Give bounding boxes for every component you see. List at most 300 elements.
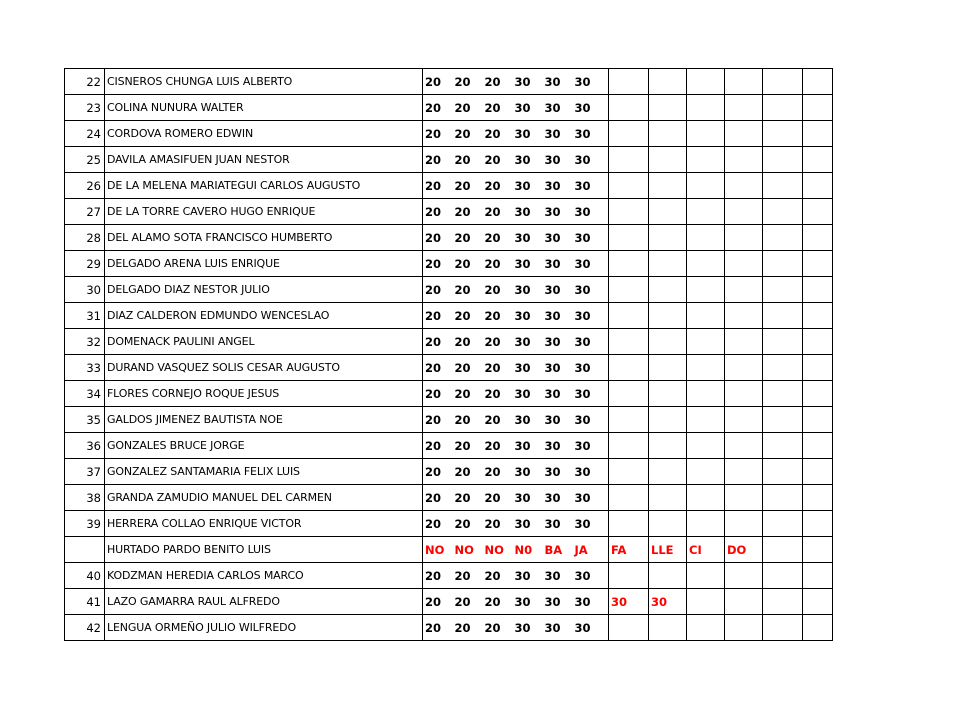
score-cell (725, 251, 763, 277)
score-cell: 20 (423, 355, 453, 381)
table-row (65, 95, 833, 121)
score-cell (763, 485, 803, 511)
score-cell: 30 (513, 199, 543, 225)
score-cell: 20 (483, 277, 513, 303)
score-cell (609, 485, 649, 511)
score-cell: 30 (543, 485, 573, 511)
score-cell: 30 (543, 95, 573, 121)
score-cell: 30 (649, 589, 687, 615)
score-cell (763, 95, 803, 121)
row-number-cell: 26 (65, 173, 105, 199)
score-cell (725, 459, 763, 485)
score-cell: 30 (513, 303, 543, 329)
score-cell (609, 407, 649, 433)
score-cell (687, 589, 725, 615)
score-cell: 30 (573, 69, 609, 95)
score-cell: 20 (453, 95, 483, 121)
score-cell: 30 (513, 485, 543, 511)
row-number-cell: 33 (65, 355, 105, 381)
table-row (65, 511, 833, 537)
score-cell: 30 (573, 511, 609, 537)
score-cell (725, 95, 763, 121)
row-number-cell: 23 (65, 95, 105, 121)
table-body (65, 69, 833, 641)
score-cell (649, 511, 687, 537)
score-cell (763, 407, 803, 433)
score-cell: LLE (649, 537, 687, 563)
score-cell (725, 355, 763, 381)
score-cell: 30 (573, 95, 609, 121)
score-cell (763, 589, 803, 615)
score-cell: 20 (483, 407, 513, 433)
score-cell: 30 (573, 121, 609, 147)
score-cell: 20 (423, 225, 453, 251)
score-cell: 20 (483, 147, 513, 173)
score-cell (649, 303, 687, 329)
score-cell: 20 (483, 173, 513, 199)
score-cell: FA (609, 537, 649, 563)
score-cell: 20 (423, 407, 453, 433)
score-cell: 20 (453, 277, 483, 303)
score-cell: 20 (483, 69, 513, 95)
score-cell (687, 225, 725, 251)
score-cell: 20 (483, 459, 513, 485)
score-cell (803, 433, 833, 459)
score-cell: 30 (543, 329, 573, 355)
score-cell: 20 (453, 251, 483, 277)
score-cell (649, 355, 687, 381)
score-cell (803, 537, 833, 563)
score-cell (803, 407, 833, 433)
student-name-cell: DELGADO ARENA LUIS ENRIQUE (105, 251, 423, 277)
score-cell (609, 433, 649, 459)
score-cell: 20 (483, 225, 513, 251)
table-row (65, 537, 833, 563)
score-cell: 20 (453, 511, 483, 537)
score-cell (803, 303, 833, 329)
score-cell (763, 459, 803, 485)
score-cell: 30 (543, 563, 573, 589)
score-cell: 20 (453, 329, 483, 355)
score-cell: 30 (573, 589, 609, 615)
row-number-cell: 40 (65, 563, 105, 589)
score-cell (725, 303, 763, 329)
score-cell (803, 485, 833, 511)
score-cell (803, 225, 833, 251)
score-cell: 20 (423, 485, 453, 511)
score-cell: NO (453, 537, 483, 563)
score-cell: 20 (423, 173, 453, 199)
score-cell: 20 (453, 589, 483, 615)
row-number-cell: 31 (65, 303, 105, 329)
table-row (65, 121, 833, 147)
score-cell (609, 147, 649, 173)
score-cell (725, 615, 763, 641)
row-number-cell: 37 (65, 459, 105, 485)
score-cell (609, 251, 649, 277)
score-cell (803, 589, 833, 615)
score-cell (803, 199, 833, 225)
score-cell (763, 251, 803, 277)
score-cell: DO (725, 537, 763, 563)
score-cell (725, 69, 763, 95)
score-cell (725, 199, 763, 225)
score-cell (687, 511, 725, 537)
score-cell: 20 (453, 355, 483, 381)
score-cell: 30 (573, 277, 609, 303)
student-name-cell: FLORES CORNEJO ROQUE JESUS (105, 381, 423, 407)
table-row (65, 563, 833, 589)
score-cell (687, 173, 725, 199)
score-cell (763, 355, 803, 381)
score-cell: 30 (543, 459, 573, 485)
score-cell: 30 (573, 303, 609, 329)
score-cell (725, 225, 763, 251)
score-cell (649, 147, 687, 173)
score-cell (803, 511, 833, 537)
score-cell: 30 (573, 407, 609, 433)
table-row (65, 589, 833, 615)
student-name-cell: KODZMAN HEREDIA CARLOS MARCO (105, 563, 423, 589)
score-cell: 20 (483, 303, 513, 329)
score-cell (763, 303, 803, 329)
score-cell: 30 (513, 511, 543, 537)
student-name-cell: CISNEROS CHUNGA LUIS ALBERTO (105, 69, 423, 95)
score-cell: 20 (423, 147, 453, 173)
score-cell: 30 (513, 329, 543, 355)
score-cell: 30 (513, 121, 543, 147)
score-cell (687, 485, 725, 511)
table-row (65, 381, 833, 407)
score-cell: 30 (573, 381, 609, 407)
score-cell (725, 381, 763, 407)
student-name-cell: CORDOVA ROMERO EDWIN (105, 121, 423, 147)
score-cell (803, 355, 833, 381)
score-cell (609, 277, 649, 303)
score-cell: 20 (453, 173, 483, 199)
score-cell: NO (483, 537, 513, 563)
score-cell (687, 199, 725, 225)
score-cell: 30 (543, 199, 573, 225)
score-cell (725, 173, 763, 199)
score-cell (649, 381, 687, 407)
row-number-cell: 32 (65, 329, 105, 355)
score-cell: 30 (573, 147, 609, 173)
score-cell (725, 329, 763, 355)
score-cell (803, 121, 833, 147)
student-name-cell: DAVILA AMASIFUEN JUAN NESTOR (105, 147, 423, 173)
score-cell: 20 (453, 459, 483, 485)
table-row (65, 173, 833, 199)
score-cell (649, 459, 687, 485)
score-cell (763, 433, 803, 459)
score-cell: 20 (423, 199, 453, 225)
score-cell: 30 (543, 147, 573, 173)
score-cell: 20 (483, 511, 513, 537)
score-cell: 30 (573, 173, 609, 199)
score-cell: 30 (513, 251, 543, 277)
score-cell: 20 (483, 563, 513, 589)
score-cell (763, 511, 803, 537)
score-cell: 30 (573, 615, 609, 641)
table-row (65, 485, 833, 511)
student-name-cell: HURTADO PARDO BENITO LUIS (105, 537, 423, 563)
score-cell: 30 (573, 433, 609, 459)
score-cell (803, 563, 833, 589)
score-cell: 30 (573, 251, 609, 277)
score-cell (687, 563, 725, 589)
score-cell (803, 95, 833, 121)
score-cell (609, 303, 649, 329)
score-cell (725, 433, 763, 459)
score-cell (649, 615, 687, 641)
score-cell: 30 (543, 303, 573, 329)
table-row (65, 459, 833, 485)
score-cell: 30 (513, 381, 543, 407)
student-name-cell: DURAND VASQUEZ SOLIS CESAR AUGUSTO (105, 355, 423, 381)
score-cell: BA (543, 537, 573, 563)
score-cell (763, 615, 803, 641)
score-cell: 20 (453, 303, 483, 329)
score-cell: 20 (423, 121, 453, 147)
score-cell: 20 (423, 381, 453, 407)
student-name-cell: DIAZ CALDERON EDMUNDO WENCESLAO (105, 303, 423, 329)
score-cell (609, 615, 649, 641)
score-cell: 30 (543, 69, 573, 95)
table-row (65, 69, 833, 95)
score-cell (609, 459, 649, 485)
student-name-cell: DELGADO DIAZ NESTOR JULIO (105, 277, 423, 303)
score-cell: 30 (513, 69, 543, 95)
score-cell (763, 381, 803, 407)
score-cell (649, 277, 687, 303)
score-cell: CI (687, 537, 725, 563)
score-cell (763, 537, 803, 563)
score-cell: 20 (453, 69, 483, 95)
score-cell: 30 (513, 589, 543, 615)
score-cell (609, 511, 649, 537)
score-cell: 30 (543, 277, 573, 303)
score-cell (649, 173, 687, 199)
score-cell: 20 (453, 485, 483, 511)
table-row (65, 407, 833, 433)
score-cell: 20 (453, 381, 483, 407)
student-name-cell: DE LA TORRE CAVERO HUGO ENRIQUE (105, 199, 423, 225)
score-cell (609, 381, 649, 407)
score-cell: NO (423, 537, 453, 563)
score-cell: 20 (423, 277, 453, 303)
score-cell: 30 (513, 277, 543, 303)
score-cell (725, 147, 763, 173)
table-row (65, 329, 833, 355)
student-name-cell: DE LA MELENA MARIATEGUI CARLOS AUGUSTO (105, 173, 423, 199)
score-cell: 30 (513, 225, 543, 251)
score-cell: 20 (453, 563, 483, 589)
score-cell (687, 355, 725, 381)
student-name-cell: LENGUA ORMEÑO JULIO WILFREDO (105, 615, 423, 641)
score-cell: 30 (543, 433, 573, 459)
score-cell (609, 355, 649, 381)
score-cell (649, 433, 687, 459)
score-cell (803, 69, 833, 95)
score-cell: 30 (543, 121, 573, 147)
score-cell (609, 121, 649, 147)
score-cell: 20 (423, 459, 453, 485)
score-cell (609, 173, 649, 199)
student-name-cell: COLINA NUNURA WALTER (105, 95, 423, 121)
score-cell (687, 329, 725, 355)
score-cell: 20 (423, 615, 453, 641)
student-name-cell: GRANDA ZAMUDIO MANUEL DEL CARMEN (105, 485, 423, 511)
row-number-cell: 39 (65, 511, 105, 537)
score-cell: 20 (453, 199, 483, 225)
score-cell (763, 147, 803, 173)
score-cell (687, 615, 725, 641)
score-cell (803, 277, 833, 303)
score-cell (687, 381, 725, 407)
score-cell: 20 (423, 251, 453, 277)
table-row (65, 277, 833, 303)
score-cell: 30 (543, 251, 573, 277)
score-cell (725, 277, 763, 303)
score-cell: N0 (513, 537, 543, 563)
student-name-cell: GONZALEZ SANTAMARIA FELIX LUIS (105, 459, 423, 485)
score-cell: 30 (513, 615, 543, 641)
score-cell: 30 (513, 355, 543, 381)
score-cell (649, 563, 687, 589)
score-cell: 20 (483, 251, 513, 277)
score-cell (649, 95, 687, 121)
score-cell: 30 (543, 589, 573, 615)
score-cell (687, 407, 725, 433)
row-number-cell: 25 (65, 147, 105, 173)
score-cell (649, 121, 687, 147)
table-row (65, 615, 833, 641)
score-cell (649, 225, 687, 251)
score-cell (763, 173, 803, 199)
score-cell (609, 199, 649, 225)
score-cell (763, 69, 803, 95)
table-row (65, 199, 833, 225)
row-number-cell: 22 (65, 69, 105, 95)
row-number-cell: 29 (65, 251, 105, 277)
score-cell: 30 (573, 485, 609, 511)
score-cell (763, 563, 803, 589)
score-cell: 20 (483, 121, 513, 147)
score-cell: 30 (609, 589, 649, 615)
score-cell (803, 329, 833, 355)
score-cell: 20 (423, 329, 453, 355)
score-cell (649, 407, 687, 433)
row-number-cell (65, 537, 105, 563)
row-number-cell: 38 (65, 485, 105, 511)
score-cell (725, 407, 763, 433)
table-row (65, 303, 833, 329)
score-cell (803, 381, 833, 407)
score-cell: 30 (543, 615, 573, 641)
score-cell (763, 277, 803, 303)
score-cell (649, 329, 687, 355)
score-cell: 20 (483, 433, 513, 459)
score-cell (687, 251, 725, 277)
score-cell (803, 459, 833, 485)
score-cell (803, 615, 833, 641)
student-name-cell: HERRERA COLLAO ENRIQUE VICTOR (105, 511, 423, 537)
score-cell: 30 (573, 563, 609, 589)
score-cell: 20 (483, 329, 513, 355)
score-cell: 20 (453, 433, 483, 459)
score-cell: 20 (453, 615, 483, 641)
row-number-cell: 41 (65, 589, 105, 615)
score-cell (725, 511, 763, 537)
student-name-cell: GALDOS JIMENEZ BAUTISTA NOE (105, 407, 423, 433)
score-cell: 20 (483, 485, 513, 511)
score-cell: 30 (513, 173, 543, 199)
score-cell: 30 (543, 173, 573, 199)
score-cell: 30 (543, 225, 573, 251)
score-cell: 20 (423, 303, 453, 329)
score-cell: 30 (543, 511, 573, 537)
score-cell: 20 (453, 407, 483, 433)
table-row (65, 225, 833, 251)
score-cell (763, 199, 803, 225)
score-cell (649, 199, 687, 225)
score-cell (725, 563, 763, 589)
score-cell (803, 173, 833, 199)
score-cell (725, 485, 763, 511)
score-cell: 20 (423, 511, 453, 537)
score-cell (687, 95, 725, 121)
table-row (65, 355, 833, 381)
score-cell: 30 (573, 225, 609, 251)
table-row (65, 433, 833, 459)
score-cell (725, 121, 763, 147)
score-cell (803, 147, 833, 173)
score-cell (687, 303, 725, 329)
score-cell: 30 (543, 381, 573, 407)
score-cell: JA (573, 537, 609, 563)
score-cell: 30 (573, 199, 609, 225)
table-row (65, 251, 833, 277)
score-cell: 30 (513, 459, 543, 485)
score-cell (649, 485, 687, 511)
student-scores-table (64, 68, 833, 641)
score-cell (687, 69, 725, 95)
score-cell (649, 69, 687, 95)
score-cell (763, 225, 803, 251)
score-cell (763, 329, 803, 355)
score-cell: 20 (423, 69, 453, 95)
row-number-cell: 35 (65, 407, 105, 433)
score-cell: 20 (483, 199, 513, 225)
table-row (65, 147, 833, 173)
score-cell (763, 121, 803, 147)
row-number-cell: 42 (65, 615, 105, 641)
score-cell: 30 (513, 563, 543, 589)
score-cell (803, 251, 833, 277)
score-cell: 20 (453, 121, 483, 147)
score-cell: 30 (573, 355, 609, 381)
score-cell (609, 225, 649, 251)
row-number-cell: 24 (65, 121, 105, 147)
score-cell: 20 (453, 225, 483, 251)
student-name-cell: DEL ALAMO SOTA FRANCISCO HUMBERTO (105, 225, 423, 251)
score-cell: 30 (573, 459, 609, 485)
score-cell: 20 (483, 615, 513, 641)
score-cell (609, 329, 649, 355)
score-cell (609, 95, 649, 121)
score-cell (687, 433, 725, 459)
